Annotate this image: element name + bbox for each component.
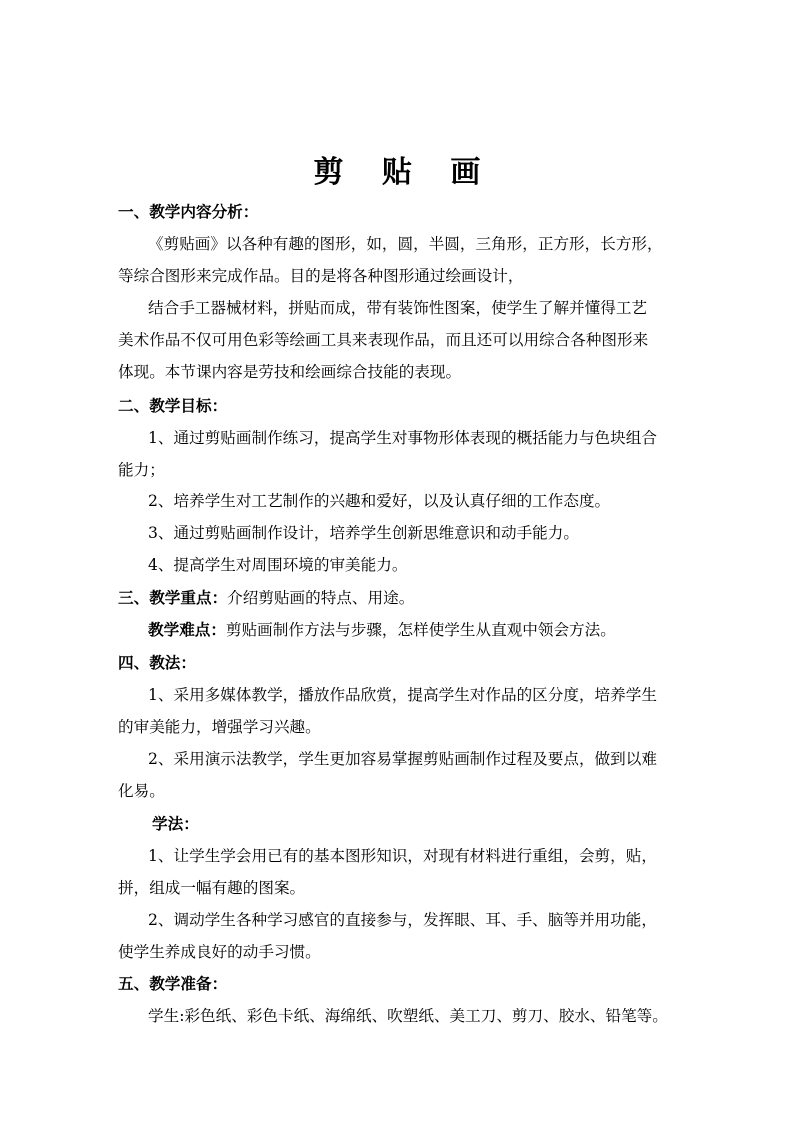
difficulty-label: 教学难点：: [148, 620, 226, 639]
paragraph-line: 等综合图形来完成作品。目的是将各种图形通过绘画设计，: [118, 267, 524, 285]
list-item-line: 1、采用多媒体教学，播放作品欣赏，提高学生对作品的区分度，培养学生: [148, 686, 657, 704]
list-item-line: 2、采用演示法教学，学生更加容易掌握剪贴画制作过程及要点，做到以难: [148, 750, 657, 768]
list-item-line: 2、调动学生各种学习感官的直接参与，发挥眼、耳、手、脑等并用功能，: [148, 911, 657, 929]
list-item-line: 1、通过剪贴画制作练习，提高学生对事物形体表现的概括能力与色块组合: [148, 429, 657, 447]
list-item-line: 拼，组成一幅有趣的图案。: [118, 879, 306, 897]
list-item-line: 化易。: [118, 782, 165, 800]
key-points-line: [118, 587, 698, 609]
section-heading-objectives: 二、教学目标：: [118, 396, 228, 415]
key-points-text: 介绍剪贴画的特点、用途。: [227, 589, 415, 607]
list-item-line: 能力；: [118, 461, 165, 479]
section-heading-teaching-methods: 四、教法：: [118, 653, 196, 672]
paragraph-line: 美术作品不仅可用色彩等绘画工具来表现作品，而且还可以用综合各种图形来: [118, 331, 649, 349]
section-heading-key-points: 三、教学重点：: [118, 588, 228, 607]
page-title: 剪 贴 画: [313, 155, 495, 190]
difficulty-text: 剪贴画制作方法与步骤，怎样使学生从直观中领会方法。: [225, 621, 616, 639]
list-item-line: 3、通过剪贴画制作设计，培养学生创新思维意识和动手能力。: [148, 524, 579, 542]
paragraph-line: 体现。本节课内容是劳技和绘画综合技能的表现。: [118, 363, 462, 381]
paragraph-line: 《剪贴画》以各种有趣的图形，如，圆，半圆，三角形，正方形，长方形，: [148, 235, 663, 253]
paragraph-line: 学生:彩色纸、彩色卡纸、海绵纸、吹塑纸、美工刀、剪刀、胶水、铅笔等。: [148, 1007, 668, 1025]
section-heading-preparation: 五、教学准备：: [118, 974, 228, 993]
list-item-line: 使学生养成良好的动手习惯。: [118, 943, 321, 961]
section-heading-content-analysis: 一、教学内容分析：: [118, 202, 259, 221]
paragraph-line: 结合手工器械材料，拼贴而成，带有装饰性图案，使学生了解并懂得工艺: [148, 299, 648, 317]
list-item-line: 的审美能力，增强学习兴趣。: [118, 718, 321, 736]
difficulty-line: [148, 619, 728, 641]
study-method-label: 学法：: [152, 814, 199, 833]
list-item-line: 1、让学生学会用已有的基本图形知识，对现有材料进行重组，会剪，贴，: [148, 847, 657, 865]
list-item-line: 2、培养学生对工艺制作的兴趣和爱好，以及认真仔细的工作态度。: [148, 492, 611, 510]
list-item-line: 4、提高学生对周围环境的审美能力。: [148, 556, 408, 574]
